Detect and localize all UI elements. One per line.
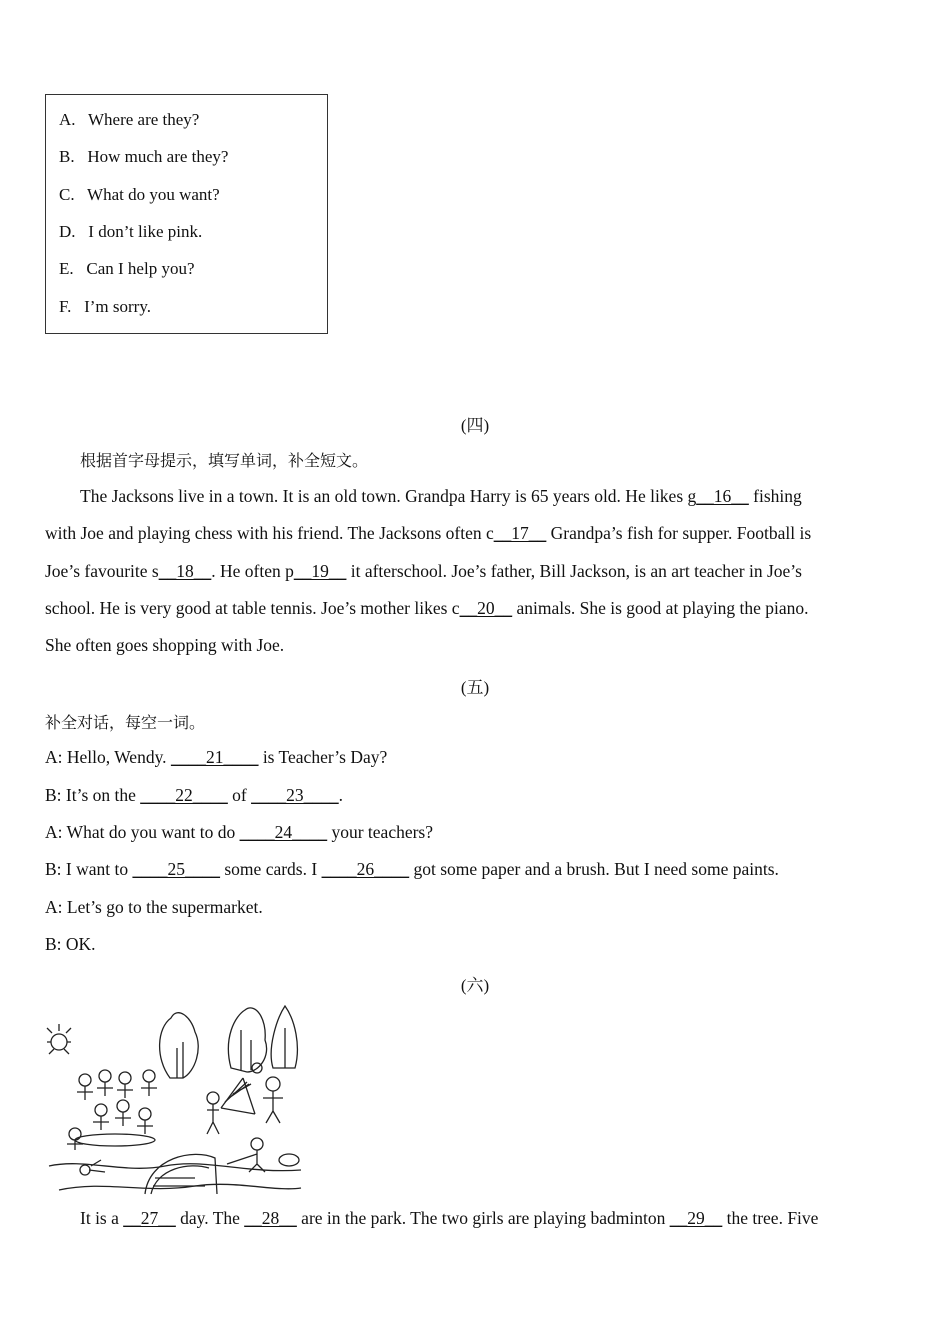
blank-27: __27__: [123, 1208, 176, 1228]
option-b: B. How much are they?: [59, 147, 229, 166]
blank-26: ____26____: [321, 859, 410, 879]
blank-17: __17__: [493, 523, 547, 543]
option-e: E. Can I help you?: [59, 259, 195, 278]
dialogue-line-5: A: Let’s go to the supermarket.: [45, 897, 263, 917]
passage-line-4: school. He is very good at table tennis. Joe’s mother likes c__20__ animals. She is good at playing the piano.: [45, 598, 809, 618]
dialogue-line-6: B: OK.: [45, 934, 96, 954]
section5-heading: (五): [460, 678, 490, 697]
dialogue-line-1: A: Hello, Wendy. ____21____ is Teacher’s Day?: [45, 747, 388, 767]
blank-28: __28__: [244, 1208, 297, 1228]
section4-heading: (四): [460, 416, 490, 435]
option-f: F. I’m sorry.: [59, 297, 151, 316]
blank-18: __18__: [158, 561, 212, 581]
option-d: D. I don’t like pink.: [59, 222, 203, 241]
blank-20: __20__: [459, 598, 513, 618]
section4-instruction: 根据首字母提示，填写单词，补全短文。: [80, 451, 369, 470]
park-illustration: [45, 998, 303, 1196]
blank-24: ____24____: [239, 822, 328, 842]
passage-line-1: The Jacksons live in a town. It is an old town. Grandpa Harry is 65 years old. He likes g__16__ fishing: [80, 486, 802, 506]
blank-25: ____25____: [132, 859, 220, 879]
blank-23: ____23____: [251, 785, 339, 805]
section5-instruction: 补全对话，每空一词。: [45, 713, 206, 732]
dialogue-line-2: B: It’s on the ____22____ of ____23____.: [45, 785, 343, 805]
passage-line-2: with Joe and playing chess with his friend. The Jacksons often c__17__ Grandpa’s fish for supper. Football is: [45, 523, 812, 543]
blank-29: __29__: [669, 1208, 723, 1228]
blank-22: ____22____: [140, 785, 228, 805]
options-box: [45, 94, 328, 334]
section6-heading: (六): [460, 976, 490, 995]
option-c: C. What do you want?: [59, 185, 220, 204]
passage-line-3: Joe’s favourite s__18__. He often p__19__ it afterschool. Joe’s father, Bill Jackson, is an art teacher in Joe’s: [45, 561, 802, 581]
blank-19: __19__: [293, 561, 347, 581]
option-a: A. Where are they?: [59, 110, 200, 129]
blank-16: __16__: [696, 486, 749, 506]
blank-21: ____21____: [170, 747, 259, 767]
story-line-1: It is a __27__ day. The __28__ are in the park. The two girls are playing badminton __29__ the tree. Five: [80, 1208, 819, 1228]
dialogue-line-4: B: I want to ____25____ some cards. I ____26____ got some paper and a brush. But I need some paints.: [45, 859, 779, 879]
passage-line-5: She often goes shopping with Joe.: [45, 635, 285, 655]
dialogue-line-3: A: What do you want to do ____24____ your teachers?: [45, 822, 434, 842]
